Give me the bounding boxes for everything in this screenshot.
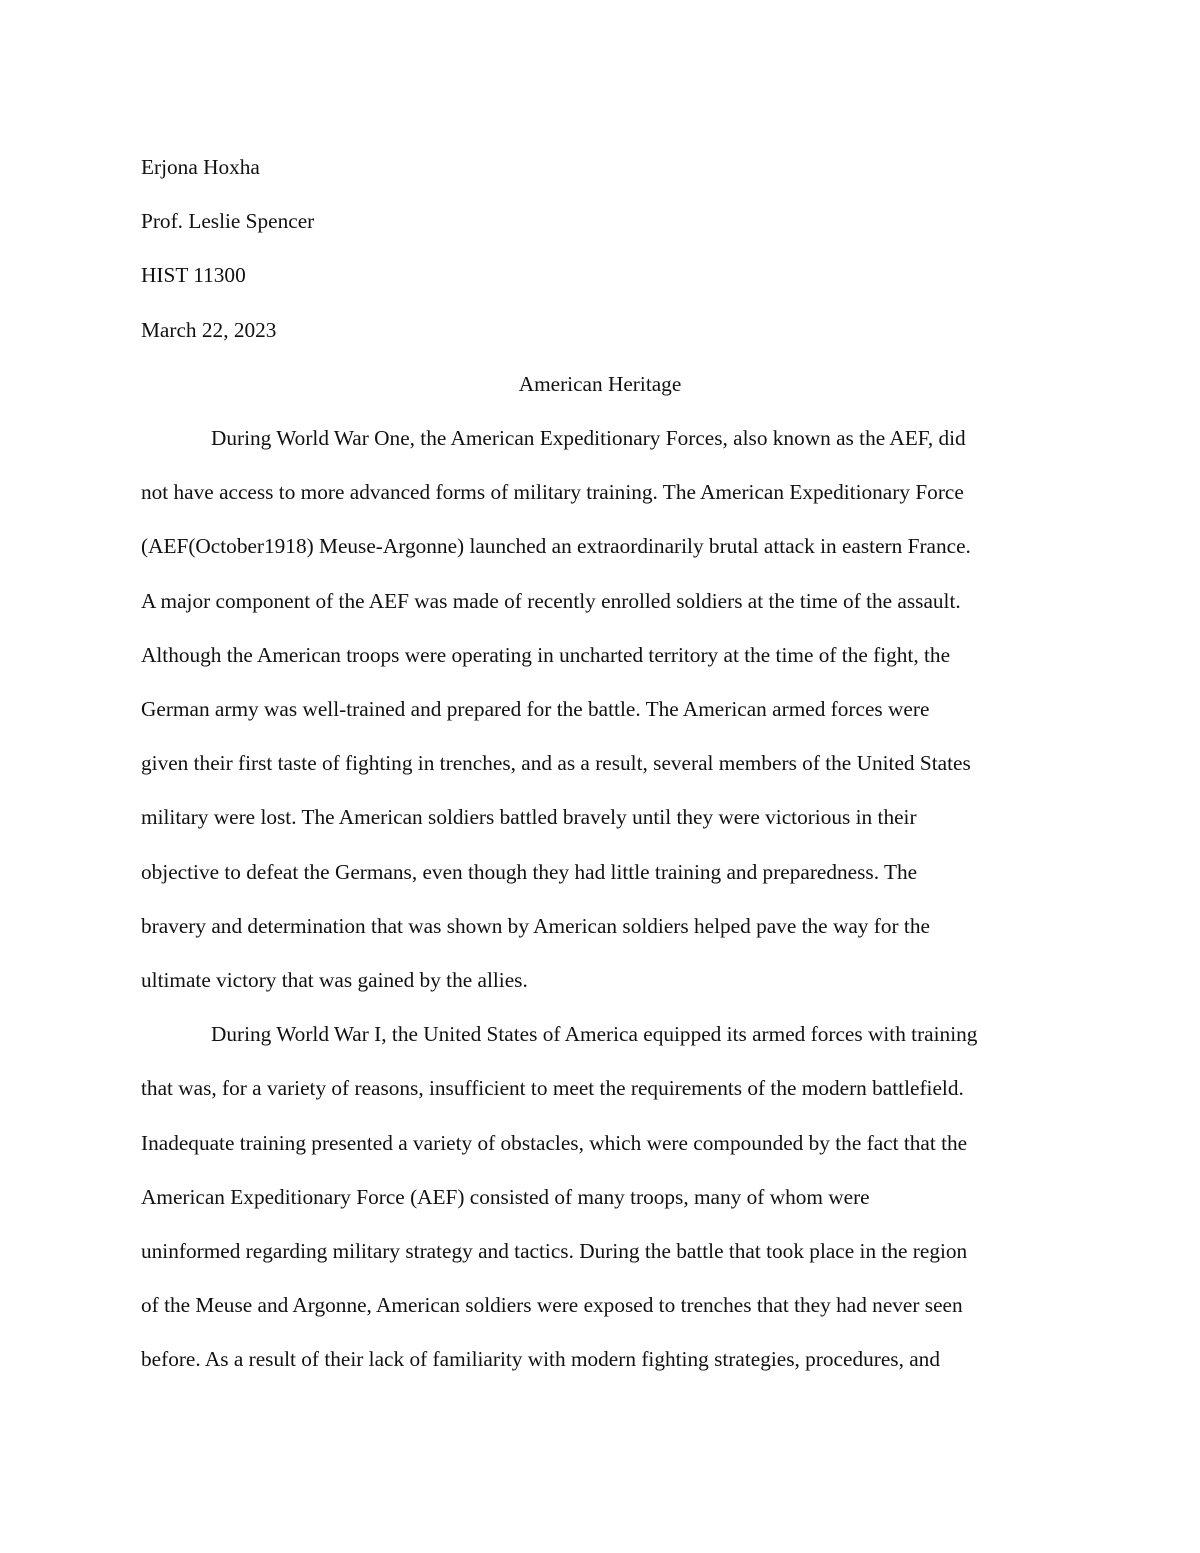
paragraph-line: not have access to more advanced forms of military training. The American Expeditionary Force [141, 480, 964, 505]
paragraph-line: ultimate victory that was gained by the allies. [141, 968, 528, 993]
paragraph-line: before. As a result of their lack of familiarity with modern fighting strategies, procedures, and [141, 1347, 940, 1372]
paragraph-line: given their first taste of fighting in trenches, and as a result, several members of the United States [141, 751, 971, 776]
document-date: March 22, 2023 [141, 317, 277, 342]
paragraph-line: Although the American troops were operating in uncharted territory at the time of the fight, the [141, 642, 951, 667]
course-code: HIST 11300 [141, 263, 246, 288]
paragraph-line: that was, for a variety of reasons, insufficient to meet the requirements of the modern battlefield. [141, 1076, 964, 1101]
paragraph-line: Inadequate training presented a variety of obstacles, which were compounded by the fact that the [141, 1130, 968, 1155]
paragraph-line: military were lost. The American soldiers battled bravely until they were victorious in their [141, 805, 917, 830]
document-title: American Heritage [518, 371, 682, 396]
paragraph-line: A major component of the AEF was made of recently enrolled soldiers at the time of the assault. [141, 588, 961, 613]
paragraph-line: of the Meuse and Argonne, American soldiers were exposed to trenches that they had never seen [141, 1293, 963, 1318]
author-name: Erjona Hoxha [141, 155, 260, 179]
instructor-name: Prof. Leslie Spencer [141, 209, 315, 234]
paragraph-line: During World War I, the United States of America equipped its armed forces with training [211, 1022, 978, 1047]
paragraph-line: (AEF(October1918) Meuse-Argonne) launched an extraordinarily brutal attack in eastern France. [141, 534, 971, 559]
paragraph-line: objective to defeat the Germans, even though they had little training and preparedness. The [141, 859, 918, 884]
paragraph-line: bravery and determination that was shown by American soldiers helped pave the way for the [141, 913, 930, 938]
paragraph-1 [141, 411, 1059, 1007]
paragraph-line: American Expeditionary Force (AEF) consisted of many troops, many of whom were [141, 1184, 870, 1209]
paragraph-line: German army was well-trained and prepared for the battle. The American armed forces were [141, 697, 930, 722]
document-body [141, 140, 1059, 1387]
paragraph-line: During World War One, the American Expeditionary Forces, also known as the AEF, did [211, 426, 966, 451]
paragraph-2 [141, 1007, 1059, 1386]
paragraph-line: uninformed regarding military strategy and tactics. During the battle that took place in the region [141, 1239, 968, 1264]
